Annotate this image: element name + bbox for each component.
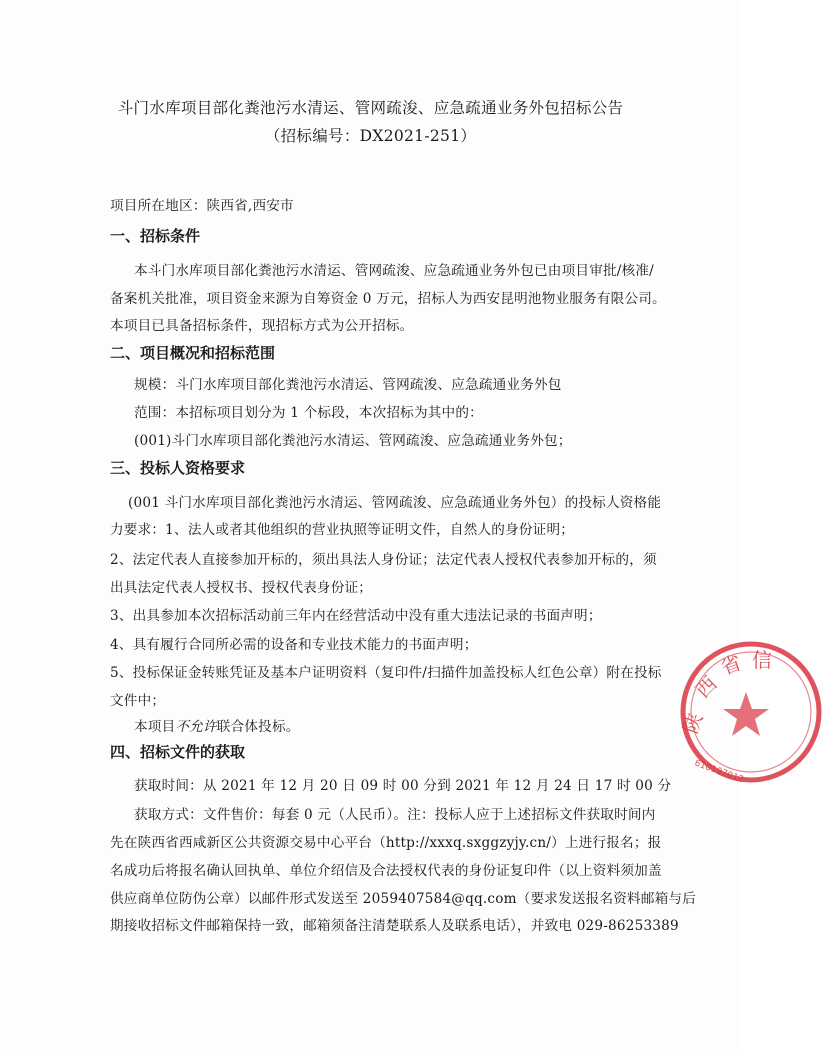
tender-number: （招标编号：DX2021-251） [264, 127, 477, 145]
paragraph-line: 本斗门水库项目部化粪池污水清运、管网疏浚、应急疏通业务外包已由项目审批/核准/ [134, 263, 654, 279]
joint-bid-line [134, 715, 300, 735]
paragraph-line: 获取方式：文件售价：每套 0 元（人民币）。注：投标人应于上述招标文件获取时间内 [134, 807, 656, 823]
paragraph-line: (001 斗门水库项目部化粪池污水清运、管网疏浚、应急疏通业务外包）的投标人资格能 [128, 495, 662, 511]
joint-bid-post: 联合体投标。 [216, 719, 300, 735]
project-region: 项目所在地区：陕西省,西安市 [110, 198, 294, 214]
seal-star-icon [723, 692, 769, 736]
paragraph-line: 5、投标保证金转账凭证及基本户证明资料（复印件/扫描件加盖投标人红色公章）附在投标 [110, 665, 662, 681]
company-seal [676, 637, 826, 787]
paragraph-line: 2、法定代表人直接参加开标的，须出具法人身份证；法定代表人授权代表参加开标的，须 [110, 552, 657, 568]
paragraph-line: 3、出具参加本次招标活动前三年内在经营活动中没有重大违法记录的书面声明； [110, 608, 602, 624]
section-heading-4: 四、招标文件的获取 [110, 743, 246, 761]
joint-bid-pre: 本项目 [134, 719, 176, 735]
paragraph-line: 本项目已具备招标条件，现招标方式为公开招标。 [110, 318, 414, 334]
document-title: 斗门水库项目部化粪池污水清运、管网疏浚、应急疏通业务外包招标公告 [117, 99, 624, 117]
lot-line: (001)斗门水库项目部化粪池污水清运、管网疏浚、应急疏通业务外包； [134, 433, 572, 449]
seal-char: 陕 [678, 709, 708, 737]
joint-bid-italic: 不允许 [175, 719, 217, 735]
paragraph-line: 出具法定代表人授权书、授权代表身份证； [110, 580, 373, 596]
scale-line: 规模：斗门水库项目部化粪池污水清运、管网疏浚、应急疏通业务外包 [134, 377, 562, 393]
section-heading-1: 一、招标条件 [110, 227, 201, 245]
paragraph-line: 备案机关批准，项目资金来源为自筹资金 0 万元，招标人为西安昆明池物业服务有限公司。 [110, 291, 666, 307]
seal-char: 西 [690, 671, 722, 703]
paragraph-line: 供应商单位防伪公章）以邮件形式发送至 2059407584@qq.com（要求发送报名资料邮箱与后 [110, 891, 697, 907]
acquisition-time: 获取时间：从 2021 年 12 月 20 日 09 时 00 分到 2021 年 12 月 24 日 17 时 00 分 [134, 778, 672, 794]
paragraph-line: 名成功后将报名确认回执单、单位介绍信及合法授权代表的身份证复印件（以上资料须加盖 [110, 863, 662, 879]
paragraph-line: 先在陕西省西咸新区公共资源交易中心平台（http://xxxq.sxggzyjy.cn/）上进行报名；报 [110, 835, 662, 851]
section-heading-2: 二、项目概况和招标范围 [110, 344, 276, 362]
paragraph-line: 文件中； [110, 693, 166, 709]
seal-char: 省 [717, 650, 745, 680]
seal-char: 信 [752, 648, 772, 672]
section-heading-3: 三、投标人资格要求 [110, 459, 246, 477]
range-line: 范围：本招标项目划分为 1 个标段，本次招标为其中的： [134, 405, 483, 421]
seal-number: 610197012 [692, 758, 745, 786]
paragraph-line: 期接收招标文件邮箱保持一致，邮箱须备注清楚联系人及联系电话），并致电 029-86253389 [110, 918, 679, 934]
paragraph-line: 4、具有履行合同所必需的设备和专业技术能力的书面声明； [110, 637, 478, 653]
paragraph-line: 力要求：1、法人或者其他组织的营业执照等证明文件，自然人的身份证明； [110, 522, 575, 538]
